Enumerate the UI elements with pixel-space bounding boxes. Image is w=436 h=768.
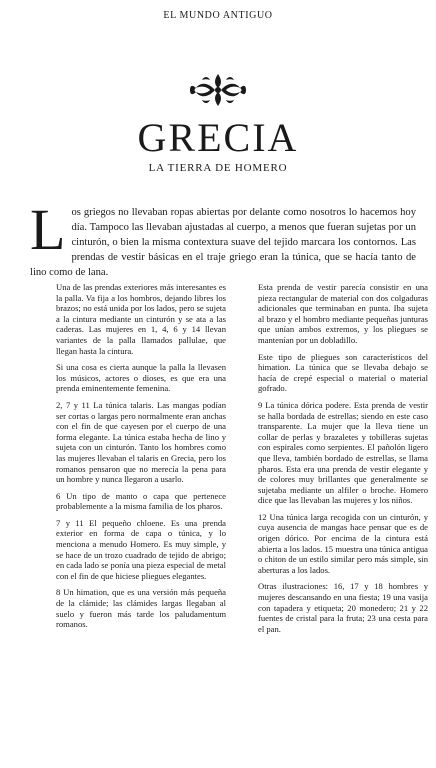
left-column — [56, 282, 226, 636]
ornament-icon — [188, 72, 248, 108]
paragraph: 7 y 11 El pequeño chloene. Es una prenda exterior en forma de capa o túnica, y lo menciona a menudo Homero. Es muy simple, y se hace de un trozo cuadrado de tejido de abrigo; en cada lado se ponía una pieza especial de metal con el fin de que hiciese pliegues elegantes. — [56, 517, 226, 581]
page-subtitle: LA TIERRA DE HOMERO — [148, 162, 288, 174]
paragraph: 6 Un tipo de manto o capa que pertenece probablemente a la misma familia de los pharos. — [56, 490, 226, 512]
intro-text: os griegos no llevaban ropas abiertas por delante como nosotros lo hacemos hoy día. Tampoco las llevaban ajustadas al cuerpo, a menos que fueran sujetas por un cinturón, o bien la misma contextura suave del tejido marcara los contornos. Las prendas de vestir básicas en el traje griego eran la túnica, que se hacía tanto de lino como de lana. — [30, 207, 416, 278]
paragraph: Esta prenda de vestir parecía consistir en una pieza rectangular de material con dos colgaduras adicionales que terminaban en punta. Iba sujeta al brazo y el hombro mediante pequeñas junturas que unían ambos extremos, y los pliegues se mantenían por un dobladillo. — [258, 282, 428, 345]
paragraph: Otras ilustraciones: 16, 17 y 18 hombres y mujeres descansando en una fiesta; 19 una vasija con tapadera y etiqueta; 20 monedero; 21 y 22 fuentes de cristal para la fruta; 23 una cesta para el pan. — [258, 581, 428, 634]
intro-paragraph — [30, 197, 416, 280]
right-column — [258, 282, 428, 640]
paragraph: 12 Una túnica larga recogida con un cinturón, y cuya ausencia de mangas hace pensar que es de origen dórico. Por encima de la cintura está abierta a los lados. 15 muestra una túnica antigua o chiton de un estilo similar pero más simple, sin aberturas a los lados. — [258, 511, 428, 575]
running-head: EL MUNDO ANTIGUO — [163, 10, 273, 21]
paragraph: 2, 7 y 11 La túnica talaris. Las mangas podían ser cortas o largas pero normalmente eran anchas con el fin de que cayesen por el cuerpo de una forma elegante. La túnica estaba hecha de lino y sujeta con un cinturón. Tanto los hombres como las mujeres llevaban el talaris en Grecia, pero los romanos pensaron que no merecía la pena para un hombre y nunca llegaron a usarlo. — [56, 399, 226, 485]
paragraph: 8 Un himation, que es una versión más pequeña de la clámide; las clámides largas llegaban al suelo y fueron más tarde los paludamentum romanos. — [56, 587, 226, 630]
paragraph: 9 La túnica dórica podere. Esta prenda de vestir se halla bordada de estrellas; siendo en este caso transparente. La mujer que la lleva tiene un collar de perlas y brazaletes y tobilleras sujetas con espirales como serpientes. El pañolón ligero que lleva, también bordado de estrellas, se llama pharos. Esta era una prenda de vestir elegante y de colores muy brillantes que generalmente se sujetaba mediante un alfiler o broche. Homero dice que las llevaban las mujeres y los niños. — [258, 399, 428, 506]
paragraph: Una de las prendas exteriores más interesantes es la palla. Va fija a los hombros, dejando libres los brazos; no está unida por los lados, pero se sujeta a la cintura mediante un cinturón y se ata a las caderas. Las mujeres en 1, 4, 6 y 14 llevan variantes de la palla llamados pallulae, que llegan hasta la cintura. — [56, 282, 226, 356]
page-title: GRECIA — [137, 115, 299, 160]
paragraph: Si una cosa es cierta aunque la palla la llevasen los músicos, actores o dioses, es que era una prenda eminentemente femenina. — [56, 362, 226, 394]
paragraph: Este tipo de pliegues son característicos del himation. La túnica que se llevaba debajo se hacía de crepé especial o material o material gofrado. — [258, 351, 428, 394]
drop-cap: L — [30, 197, 66, 262]
